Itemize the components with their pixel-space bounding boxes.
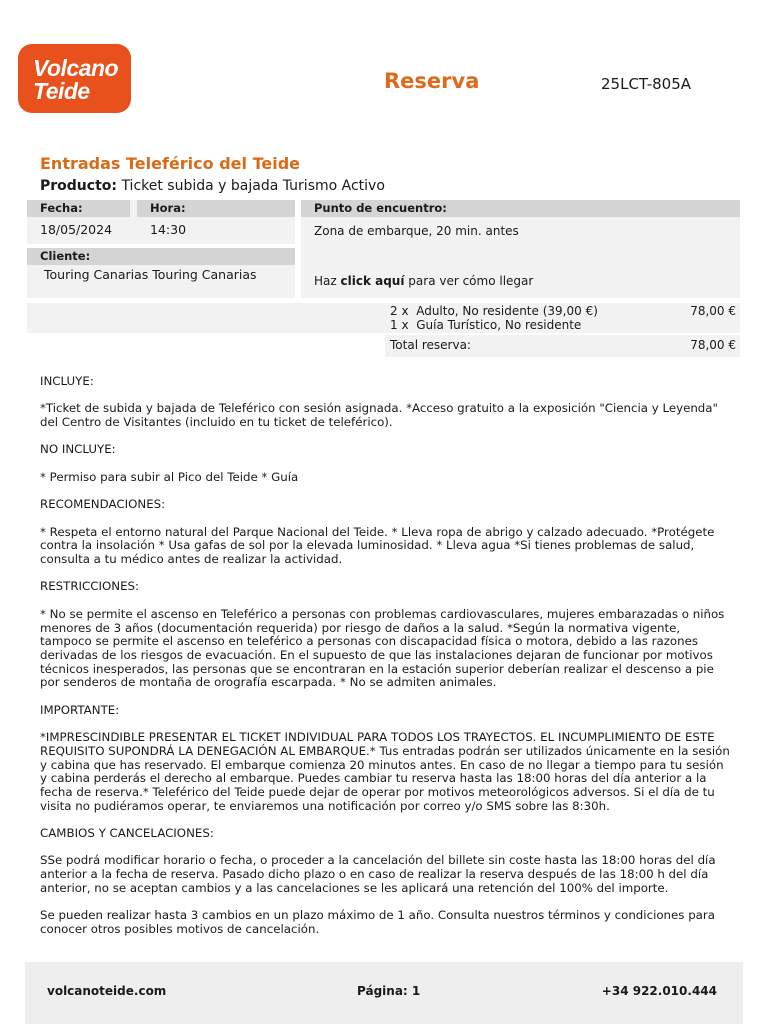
product-value: Ticket subida y bajada Turismo Activo <box>121 178 385 194</box>
hora-header: Hora: <box>137 200 295 217</box>
terms-body <box>40 375 732 950</box>
cliente-value: Touring Canarias Touring Canarias <box>44 267 257 282</box>
hora-value: 14:30 <box>150 222 187 237</box>
body-paragraph: * Respeta el entorno natural del Parque Nacional del Teide. * Lleva ropa de abrigo y calzado adecuado. *Protégete contra la insolación * Usa gafas de sol por la elevada luminosidad. * Lleva agua *Si tienes problemas de salud, consulta a tu médico antes de realizar la actividad. <box>40 524 715 567</box>
body-paragraph: *Ticket de subida y bajada de Teleférico con sesión asignada. *Acceso gratuito a la exposición "Ciencia y Leyenda" del Centro de Visitantes (incluido en tu ticket de teleférico). <box>40 401 718 430</box>
body-paragraph: INCLUYE: <box>40 374 94 388</box>
map-link-prefix: Haz <box>314 274 341 288</box>
body-paragraph: RESTRICCIONES: <box>40 579 140 594</box>
body-paragraph: SSe podrá modificar horario o fecha, o proceder a la cancelación del billete sin coste hasta las 18:00 horas del día anterior a la fecha de reserva. Pasado dicho plazo o en caso de realizar la reserva después de las 18:00 h del día anterior, no se aceptan cambios y a las cancelaciones se les aplicará una retención del 100% del importe. <box>40 853 716 895</box>
body-paragraph: RECOMENDACIONES: <box>40 497 166 512</box>
body-paragraph: IMPORTANTE: <box>40 702 120 717</box>
map-link-click-here[interactable]: click aquí <box>340 274 405 288</box>
map-link[interactable] <box>314 273 533 289</box>
punto-value: Zona de embarque, 20 min. antes <box>314 224 519 238</box>
section-title: Entradas Teleférico del Teide <box>40 154 300 173</box>
footer-website[interactable]: volcanoteide.com <box>47 984 167 998</box>
product-line <box>40 177 385 195</box>
line-item-amount: 78,00 € <box>690 304 736 318</box>
line-items <box>390 304 736 332</box>
body-paragraph: * Permiso para subir al Pico del Teide * Guía <box>40 469 299 484</box>
line-item-desc: Guía Turístico, No residente <box>416 318 582 332</box>
footer <box>25 962 743 1024</box>
line-item <box>390 304 736 318</box>
body-paragraph: *IMPRESCINDIBLE PRESENTAR EL TICKET INDIVIDUAL PARA TODOS LOS TRAYECTOS. EL INCUMPLIMIENTO DE ESTE REQUISITO SUPONDRÁ LA DENEGACIÓN AL EMBARQUE.* Tus entradas podrán ser utilizados únicamente en la sesión y cabina que has reservado. El embarque comienza 20 minutos antes. En caso de no llegar a tiempo para tu sesión y cabina perderás el derecho al embarque. Puedes cambiar tu reserva hasta las 18:00 horas del día anterior a la fecha de reserva.* Teleférico del Teide puede dejar de operar por motivos meteorológicos adversos. Si el día de tu visita no pudiéramos operar, te enviaremos una notificación por correo y/o SMS sobre las 8:30h. <box>40 730 730 813</box>
logo-line-1: Volcano <box>33 55 119 81</box>
booking-reference: 25LCT-805A <box>601 75 692 93</box>
body-paragraph: NO INCLUYE: <box>40 442 116 457</box>
document-title: Reserva <box>384 69 480 93</box>
fecha-header: Fecha: <box>27 200 130 217</box>
line-item <box>390 318 736 332</box>
total-value: 78,00 € <box>690 338 736 352</box>
punto-header: Punto de encuentro: <box>301 200 740 217</box>
map-link-suffix: para ver cómo llegar <box>404 274 534 288</box>
body-paragraph: CAMBIOS Y CANCELACIONES: <box>40 826 214 841</box>
cliente-header: Cliente: <box>27 248 295 265</box>
line-item-qty: 2 x <box>390 304 409 318</box>
fecha-value: 18/05/2024 <box>40 222 113 237</box>
total-label: Total reserva: <box>390 338 471 352</box>
line-item-desc: Adulto, No residente (39,00 €) <box>416 304 598 318</box>
volcano-teide-logo <box>18 44 131 113</box>
body-paragraph: * No se permite el ascenso en Teleférico a personas con problemas cardiovasculares, mujeres embarazadas o niños menores de 3 años (documentación requerida) por riesgo de daños a la salud. *Según la normativa vigente, tampoco se permite el ascenso en teleférico a personas con discapacidad física o motora, debido a las razones derivadas de los riesgos de evacuación. En el supuesto de que las instalaciones dejaran de funcionar por motivos técnicos inesperados, las personas que se encontraran en la estación superior deberían realizar el descenso a pie por senderos de montaña de orografía escarpada. * No se admiten animales. <box>40 606 725 690</box>
body-paragraph: Se pueden realizar hasta 3 cambios en un plazo máximo de 1 año. Consulta nuestros términos y condiciones para conocer otros posibles motivos de cancelación. <box>40 908 715 936</box>
footer-phone[interactable]: +34 922.010.444 <box>601 984 717 998</box>
logo-line-2: Teide <box>33 78 90 104</box>
product-label: Producto: <box>40 178 117 194</box>
line-item-qty: 1 x <box>390 318 409 332</box>
footer-page-number: Página: 1 <box>357 984 421 998</box>
